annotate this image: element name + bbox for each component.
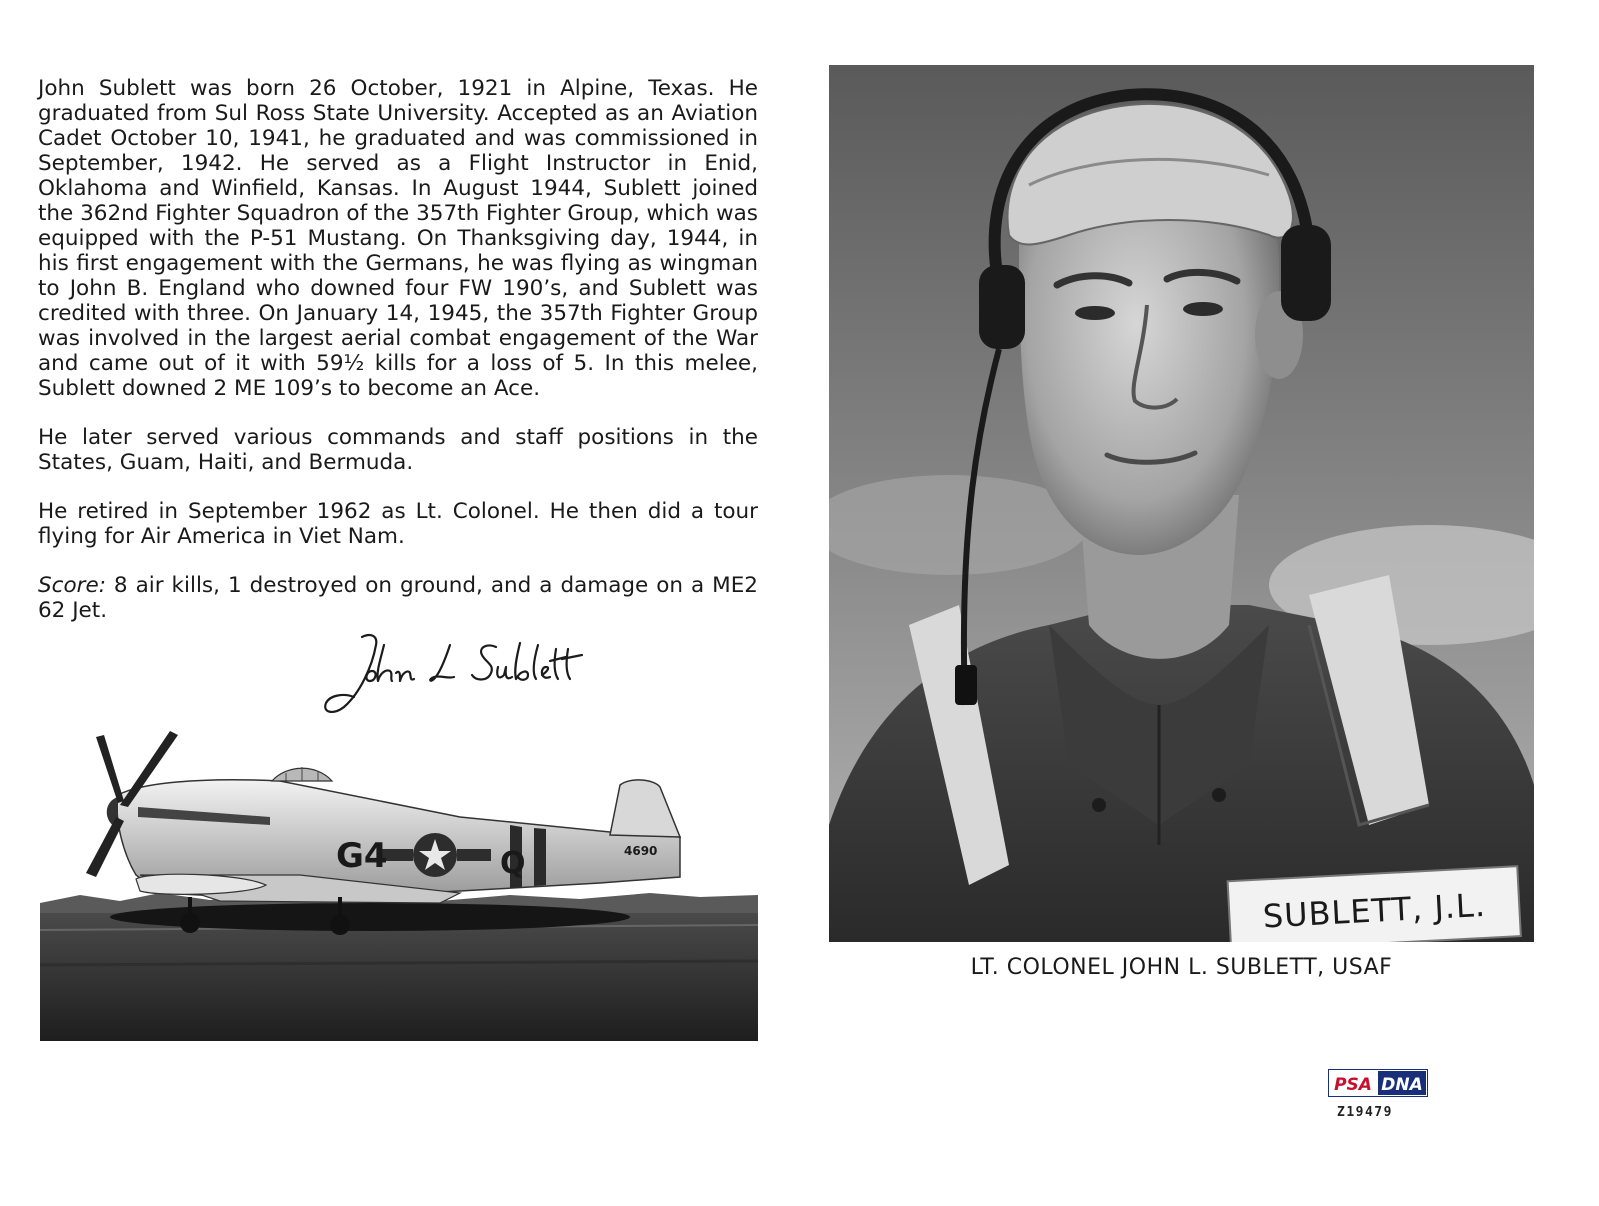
portrait-illustration [829, 65, 1534, 942]
tail-letter: Q [500, 846, 526, 881]
autograph-signature [300, 615, 620, 725]
portrait-photo [829, 65, 1534, 942]
bio-paragraph-1: John Sublett was born 26 October, 1921 in Alpine, Texas. He graduated from Sul Ross State University. Accepted as an Aviation Cadet October 10, 1941, he graduated and was commissioned in September, 1942. He served as a Flight Instructor in Enid, Oklahoma and Winfield, Kansas. In August 1944, Sublett joined the 362nd Fighter Squadron of the 357th Fighter Group, which was equipped with the P-51 Mustang. On Thanksgiving day, 1944, in his first engagement with the Germans, he was flying as wingman to John B. England who downed four FW 190’s, and Sublett was credited with three. On January 14, 1945, the 357th Fighter Group was involved in the largest aerial combat engagement of the War and came out of it with 59½ kills for a loss of 5. In this melee, Sublett downed 2 ME 109’s to become an Ace. [38, 76, 758, 401]
score-label: Score: [38, 573, 106, 598]
name-tag-text: SUBLETT, J.L. [1261, 885, 1487, 936]
psa-dna-logo [1328, 1069, 1428, 1097]
certification-number: Z19479 [1337, 1105, 1393, 1120]
p51-mustang-photo [40, 725, 758, 1041]
dna-logo-text: DNA [1381, 1075, 1423, 1095]
portrait-caption: LT. COLONEL JOHN L. SUBLETT, USAF [970, 955, 1393, 980]
score-text: 8 air kills, 1 destroyed on ground, and a damage on a ME2 62 Jet. [38, 573, 758, 623]
bio-paragraph-3: He retired in September 1962 as Lt. Colonel. He then did a tour flying for Air America in Viet Nam. [38, 499, 758, 549]
biography [38, 76, 758, 647]
fuselage-code: G4 [336, 836, 388, 876]
psa-logo-text: PSA [1334, 1075, 1372, 1095]
bio-paragraph-2: He later served various commands and staff positions in the States, Guam, Haiti, and Bermuda. [38, 425, 758, 475]
tail-serial: 4690 [624, 844, 658, 858]
